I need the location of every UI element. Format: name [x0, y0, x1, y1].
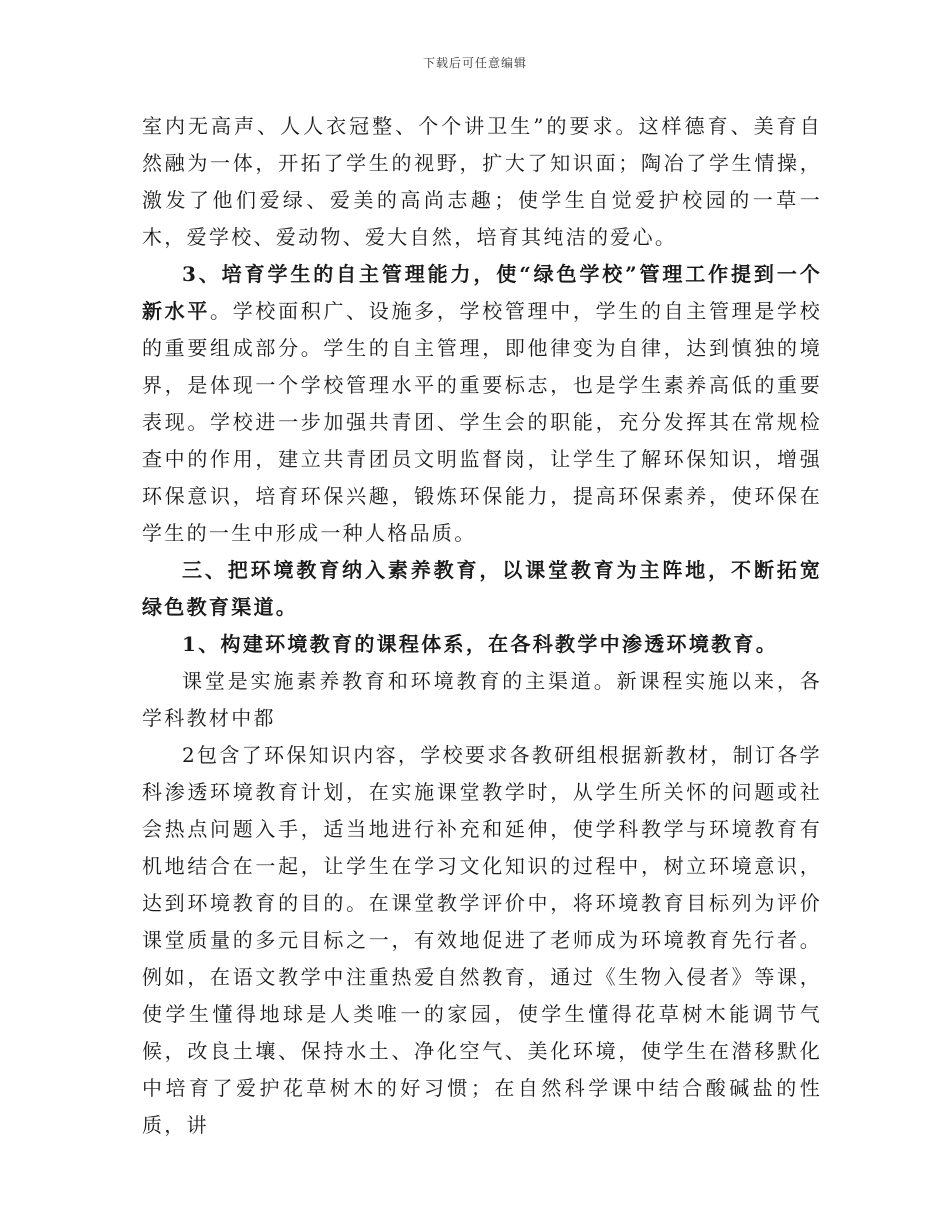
section-heading-3: 三、把环境教育纳入素养教育，以课堂教育为主阵地，不断拓宽绿色教育渠道。: [142, 558, 822, 619]
page-header-note: 下载后可任意编辑: [422, 56, 527, 70]
paragraph-5: 课堂是实施素养教育和环境教育的主渠道。新课程实施以来，各学科教材中都: [142, 669, 822, 730]
subsection-heading-1: 1、构建环境教育的课程体系，在各科教学中渗透环境教育。: [182, 632, 779, 656]
document-body: [142, 108, 822, 1144]
paragraph-6: 2包含了环保知识内容，学校要求各教研组根据新教材，制订各学科渗透环境教育计划，在实施课堂教学时，从学生所关怀的问题或社会热点问题入手，适当地进行补充和延伸，使学科教学与环境教育有机地结合在一起，让学生在学习文化知识的过程中，树立环境意识，达到环境教育的目的。在课堂教学评价中，将环境教育目标列为评价课堂质量的多元目标之一，有效地促进了老师成为环境教育先行者。例如，在语文教学中注重热爱自然教育，通过《生物入侵者》等课，使学生懂得地球是人类唯一的家园，使学生懂得花草树木能调节气候，改良土壤、保持水土、净化空气、美化环境，使学生在潜移默化中培育了爱护花草树木的好习惯；在自然科学课中结合酸碱盐的性质，讲: [142, 743, 822, 1137]
paragraph-2: [142, 256, 822, 552]
paragraph-1: 室内无高声、人人衣冠整、个个讲卫生”的要求。这样德育、美育自然融为一体，开拓了学生的视野，扩大了知识面；陶冶了学生情操，激发了他们爱绿、爱美的高尚志趣；使学生自觉爱护校园的一草一木，爱学校、爱动物、爱大自然，培育其纯洁的爱心。: [142, 114, 822, 249]
paragraph-2-bold-lead: 3、培育学生的自主管理能力，使“绿色学校”管理工作提到一个新水平: [142, 262, 822, 323]
paragraph-2-body: 。学校面积广、设施多，学校管理中，学生的自主管理是学校的重要组成部分。学生的自主管理，即他律变为自律，达到慎独的境界，是体现一个学校管理水平的重要标志，也是学生素养高低的重要表现。学校进一步加强共青团、学生会的职能，充分发挥其在常规检查中的作用，建立共青团员文明监督岗，让学生了解环保知识，增强环保意识，培育环保兴趣，锻炼环保能力，提高环保素养，使环保在学生的一生中形成一种人格品质。: [142, 299, 822, 545]
